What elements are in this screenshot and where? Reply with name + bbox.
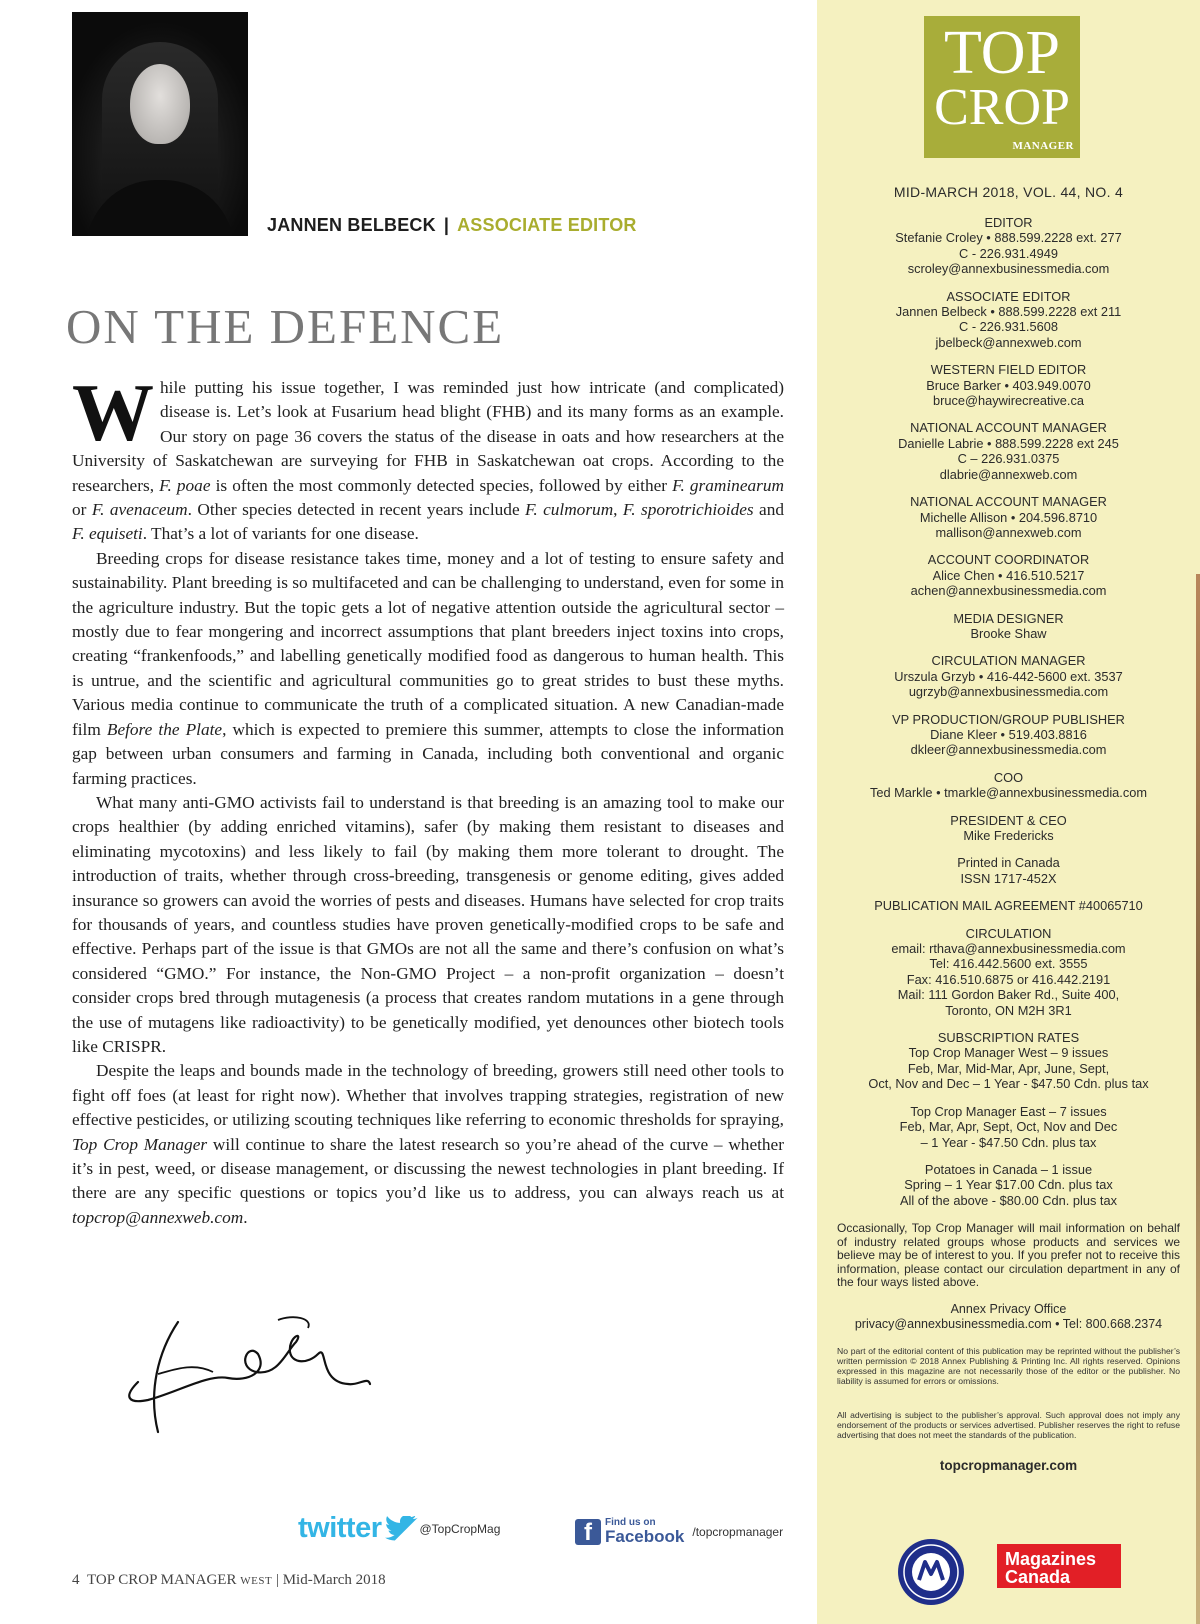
footer-magazine: TOP CROP MANAGER <box>87 1572 237 1588</box>
staff-line[interactable]: ugrzyb@annexbusinessmedia.com <box>908 684 1109 700</box>
staff-role: WESTERN FIELD EDITOR <box>930 362 1087 378</box>
mc-line-1: Magazines <box>1005 1549 1097 1569</box>
staff-line: C – 226.931.0375 <box>957 451 1060 467</box>
staff-line: Oct, Nov and Dec – 1 Year - $47.50 Cdn. plus tax <box>868 1076 1149 1092</box>
staff-line[interactable]: dkleer@annexbusinessmedia.com <box>910 742 1107 758</box>
staff-line: Top Crop Manager East – 7 issues <box>910 1103 1107 1119</box>
text-run: . <box>243 1207 248 1227</box>
text-run: Breeding crops for disease resistance takes time, money and a lot of testing to ensure safety and sustainability. Plant breeding is so multifaceted and can be challenging to understand, even for some in the agriculture industry. But the topic gets a lot of negative attention outside the agricultural sector – mostly due to fear mongering and incorrect assumptions that plant breeders inject toxins into crops, creating “frankenfoods,” and labelling genetically modified food as dangerous to human health. This is untrue, and the scientific and agricultural communities go to great strides to bust these myths. Various media continue to communicate the truth of a complicated situation. A new Canadian-made film <box>72 548 784 739</box>
facebook-f-icon: f <box>575 1519 601 1545</box>
staff-entry <box>817 611 1200 642</box>
twitter-bird-icon <box>384 1516 418 1542</box>
byline-separator: | <box>443 215 450 235</box>
magazine-logo <box>924 16 1080 158</box>
copyright-notice: No part of the editorial content of this publication may be reprinted without the publisher’s written permission © 2018 Annex Publishing & Printing Inc. All rights reserved. Opinions expressed in this magazine are not necessarily those of the editor or the publisher. No liability is assumed for errors or omissions. <box>837 1346 1180 1386</box>
staff-role: ACCOUNT COORDINATOR <box>927 552 1090 568</box>
logo-line-3: MANAGER <box>1012 140 1074 152</box>
article-paragraph-1 <box>72 367 784 547</box>
facebook-find-us: Find us on <box>605 1517 656 1528</box>
contact-email-link[interactable]: topcrop@annexweb.com <box>72 1207 244 1227</box>
species-name: F. equiseti <box>72 524 143 544</box>
facebook-handle: /topcropmanager <box>692 1524 784 1539</box>
staff-entry <box>817 1030 1200 1092</box>
staff-role: SUBSCRIPTION RATES <box>937 1030 1080 1046</box>
staff-line: Top Crop Manager West – 9 issues <box>908 1045 1109 1061</box>
staff-role: NATIONAL ACCOUNT MANAGER <box>910 420 1107 436</box>
article-paragraph-2 <box>72 547 784 791</box>
text-run: , which is expected to premiere this summer, attempts to close the information gap between urban consumers and farming in Canada, including both conventional and organic farming practices. <box>72 719 784 788</box>
staff-entry <box>817 289 1200 351</box>
staff-line: Jannen Belbeck • 888.599.2228 ext 211 <box>895 304 1122 320</box>
staff-line: Michelle Allison • 204.596.8710 <box>919 509 1098 525</box>
staff-line: Tel: 416.442.5600 ext. 3555 <box>929 956 1088 972</box>
staff-role: VP PRODUCTION/GROUP PUBLISHER <box>892 711 1125 727</box>
signature-image <box>118 1312 378 1442</box>
advertising-notice: All advertising is subject to the publisher’s approval. Such approval does not imply any endorsement of the products or services advertised. Publisher reserves the right to refuse advertising that does not meet the standards of the publication. <box>837 1410 1180 1440</box>
article-paragraph-4 <box>72 1059 784 1230</box>
staff-line: C - 226.931.5608 <box>959 319 1058 335</box>
facebook-promo[interactable] <box>575 1518 783 1545</box>
staff-line[interactable]: scroley@annexbusinessmedia.com <box>907 261 1110 277</box>
staff-line: Mike Fredericks <box>963 828 1054 843</box>
text-run: . Other species detected in recent years include <box>187 500 526 520</box>
staff-entry <box>817 855 1200 886</box>
drop-cap: W <box>72 367 154 458</box>
species-name: F. graminearum <box>672 475 784 495</box>
twitter-wordmark: twitter <box>298 1512 382 1544</box>
byline <box>267 215 637 236</box>
logo-line-2: CROP <box>934 79 1070 136</box>
staff-entry <box>817 1162 1200 1208</box>
staff-line[interactable]: Ted Markle • tmarkle@annexbusinessmedia.com <box>869 785 1148 801</box>
staff-entry <box>817 770 1200 801</box>
privacy-office <box>817 1302 1200 1332</box>
text-run: and <box>753 500 784 520</box>
magazine-name: Top Crop Manager <box>72 1134 208 1154</box>
staff-line: – 1 Year - $47.50 Cdn. plus tax <box>920 1134 1097 1150</box>
staff-line: Danielle Labrie • 888.599.2228 ext 245 <box>898 435 1119 451</box>
species-name: F. culmorum <box>525 500 614 520</box>
staff-line[interactable]: dlabrie@annexweb.com <box>939 466 1078 482</box>
staff-entry <box>817 926 1200 1018</box>
author-name: JANNEN BELBECK <box>267 215 436 235</box>
masthead-column <box>817 0 1200 1624</box>
text-run: or <box>72 500 92 520</box>
staff-list <box>817 215 1200 1220</box>
species-name: F. avenaceum <box>91 500 188 520</box>
staff-line: PUBLICATION MAIL AGREEMENT #40065710 <box>874 898 1143 914</box>
staff-line: Mail: 111 Gordon Baker Rd., Suite 400, <box>897 987 1120 1003</box>
cca-audit-badge <box>897 1538 965 1606</box>
staff-line: Brooke Shaw <box>970 625 1047 641</box>
text-run: will continue to share the latest research so you’re ahead of the curve – whether it’s in pest, weed, or disease management, or discussing the newest technologies in plant breeding. If there are any specific questions or topics you’d like us to address, you can always reach us at <box>72 1134 784 1203</box>
privacy-title: Annex Privacy Office <box>950 1302 1067 1316</box>
author-role: ASSOCIATE EDITOR <box>457 215 637 235</box>
mailing-notice: Occasionally, Top Crop Manager will mail information on behalf of industry related groups whose products and services we believe may be of interest to you. If you prefer not to receive this information, please contact our circulation department in any of the four ways listed above. <box>837 1221 1180 1289</box>
staff-entry <box>817 552 1200 598</box>
staff-line: Alice Chen • 416.510.5217 <box>932 567 1085 583</box>
mc-line-2: Canada <box>1005 1567 1071 1587</box>
staff-line: Fax: 416.510.6875 or 416.442.2191 <box>906 971 1111 987</box>
article-paragraph-3: What many anti-GMO activists fail to understand is that breeding is an amazing tool to make our crops healthier (by adding enriched vitamins), safer (by making them resistant to diseases and eliminating mycotoxins) and less likely to fail (by making them more tolerant to drought. The introduction of traits, whether through cross-breeding, transgenesis or genome editing, gives added insurance so growers can avoid the worries of pests and diseases. Humans have selected for crop traits for thousands of years, and countless studies have proven genetically-modified crops to be safe and effective. Perhaps part of the issue is that GMOs are not all the same and there’s confusion on what’s considered “GMO.” For instance, the Non-GMO Project – a non-profit organization – doesn’t consider crops bred through mutagenesis (a process that creates random mutations in a gene through the use of mutagens like radioactivity) to be genetically modified, yet denounces other biotech tools like CRISPR. <box>72 792 784 1056</box>
staff-entry <box>817 215 1200 277</box>
photo-face <box>130 64 190 144</box>
author-photo <box>72 12 248 236</box>
staff-line: Urszula Grzyb • 416-442-5600 ext. 3537 <box>894 668 1123 684</box>
staff-entry <box>817 494 1200 540</box>
staff-entry <box>817 653 1200 699</box>
staff-line: Printed in Canada <box>957 855 1060 871</box>
staff-role: PRESIDENT & CEO <box>950 812 1067 828</box>
species-name: F. poae <box>159 475 211 495</box>
footer-sep: | <box>275 1572 279 1588</box>
footer-edition: WEST <box>240 1575 273 1587</box>
staff-line[interactable]: jbelbeck@annexweb.com <box>935 334 1082 350</box>
staff-line: Feb, Mar, Mid-Mar, Apr, June, Sept, <box>907 1060 1110 1076</box>
staff-line[interactable]: email: rthava@annexbusinessmedia.com <box>891 941 1126 957</box>
staff-entry <box>817 898 1200 913</box>
staff-line: Diane Kleer • 519.403.8816 <box>930 726 1087 742</box>
staff-line: Stefanie Croley • 888.599.2228 ext. 277 <box>895 230 1122 246</box>
staff-line[interactable]: bruce@haywirecreative.ca <box>933 393 1084 409</box>
twitter-promo[interactable] <box>298 1512 500 1545</box>
footer-date: Mid-March 2018 <box>282 1572 386 1588</box>
text-run: is often the most commonly detected species, followed by either <box>210 475 673 495</box>
staff-entry <box>817 420 1200 482</box>
facebook-wordmark: Facebook <box>605 1527 685 1546</box>
text-run: , <box>613 500 623 520</box>
text-run: hile putting his issue together, I was reminded just how intricate (and complicated) disease is. Let’s look at Fusarium head blight (FHB) and its many forms as an example. Our story on page 36 covers the status of the disease in oats and how researchers at the University of Saskatchewan are surveying for FHB in Saskatchewan oat crops. According to the researchers, <box>72 378 784 495</box>
facebook-label <box>605 1518 684 1545</box>
page-footer <box>72 1572 386 1589</box>
staff-role: EDITOR <box>984 215 1033 230</box>
logo-line-1: TOP <box>943 19 1060 87</box>
website-link[interactable]: topcropmanager.com <box>939 1458 1078 1473</box>
text-run: . That’s a lot of variants for one disease. <box>142 524 419 544</box>
staff-line: ISSN 1717-452X <box>960 870 1057 886</box>
staff-line[interactable]: achen@annexbusinessmedia.com <box>910 583 1107 599</box>
species-name: F. sporotrichioides <box>622 500 754 520</box>
page-number: 4 <box>72 1572 80 1588</box>
film-title: Before the Plate <box>106 719 223 739</box>
page-title: ON THE DEFENCE <box>66 299 505 354</box>
twitter-handle: @TopCropMag <box>419 1521 501 1536</box>
staff-role: MEDIA DESIGNER <box>953 610 1064 626</box>
staff-line: Bruce Barker • 403.949.0070 <box>926 377 1091 393</box>
staff-entry <box>817 1104 1200 1150</box>
privacy-contact[interactable]: privacy@annexbusinessmedia.com • Tel: 800.668.2374 <box>854 1317 1163 1331</box>
staff-entry <box>817 362 1200 408</box>
staff-line: C - 226.931.4949 <box>959 245 1058 261</box>
staff-role: CIRCULATION MANAGER <box>931 653 1086 669</box>
staff-line[interactable]: mallison@annexweb.com <box>935 524 1082 540</box>
staff-line: Feb, Mar, Apr, Sept, Oct, Nov and Dec <box>899 1119 1118 1135</box>
staff-line: Toronto, ON M2H 3R1 <box>945 1002 1072 1018</box>
staff-role: NATIONAL ACCOUNT MANAGER <box>910 494 1107 510</box>
staff-line: All of the above - $80.00 Cdn. plus tax <box>900 1192 1117 1208</box>
text-run: Despite the leaps and bounds made in the technology of breeding, growers still need other tools to fight off foes (at least for right now). Whether that involves trapping strategies, registration of new effective pesticides, or utilizing scouting techniques like referring to economic thresholds for spraying, <box>72 1061 784 1130</box>
issue-info: MID-MARCH 2018, VOL. 44, NO. 4 <box>893 184 1124 200</box>
staff-role: COO <box>993 769 1024 785</box>
article-body <box>72 367 784 1230</box>
staff-role: CIRCULATION <box>965 925 1052 941</box>
staff-entry <box>817 712 1200 758</box>
staff-line: Spring – 1 Year $17.00 Cdn. plus tax <box>904 1177 1113 1193</box>
staff-role: ASSOCIATE EDITOR <box>946 288 1071 304</box>
magazines-canada-logo <box>997 1544 1121 1588</box>
staff-entry <box>817 813 1200 844</box>
staff-line: Potatoes in Canada – 1 issue <box>924 1161 1093 1177</box>
